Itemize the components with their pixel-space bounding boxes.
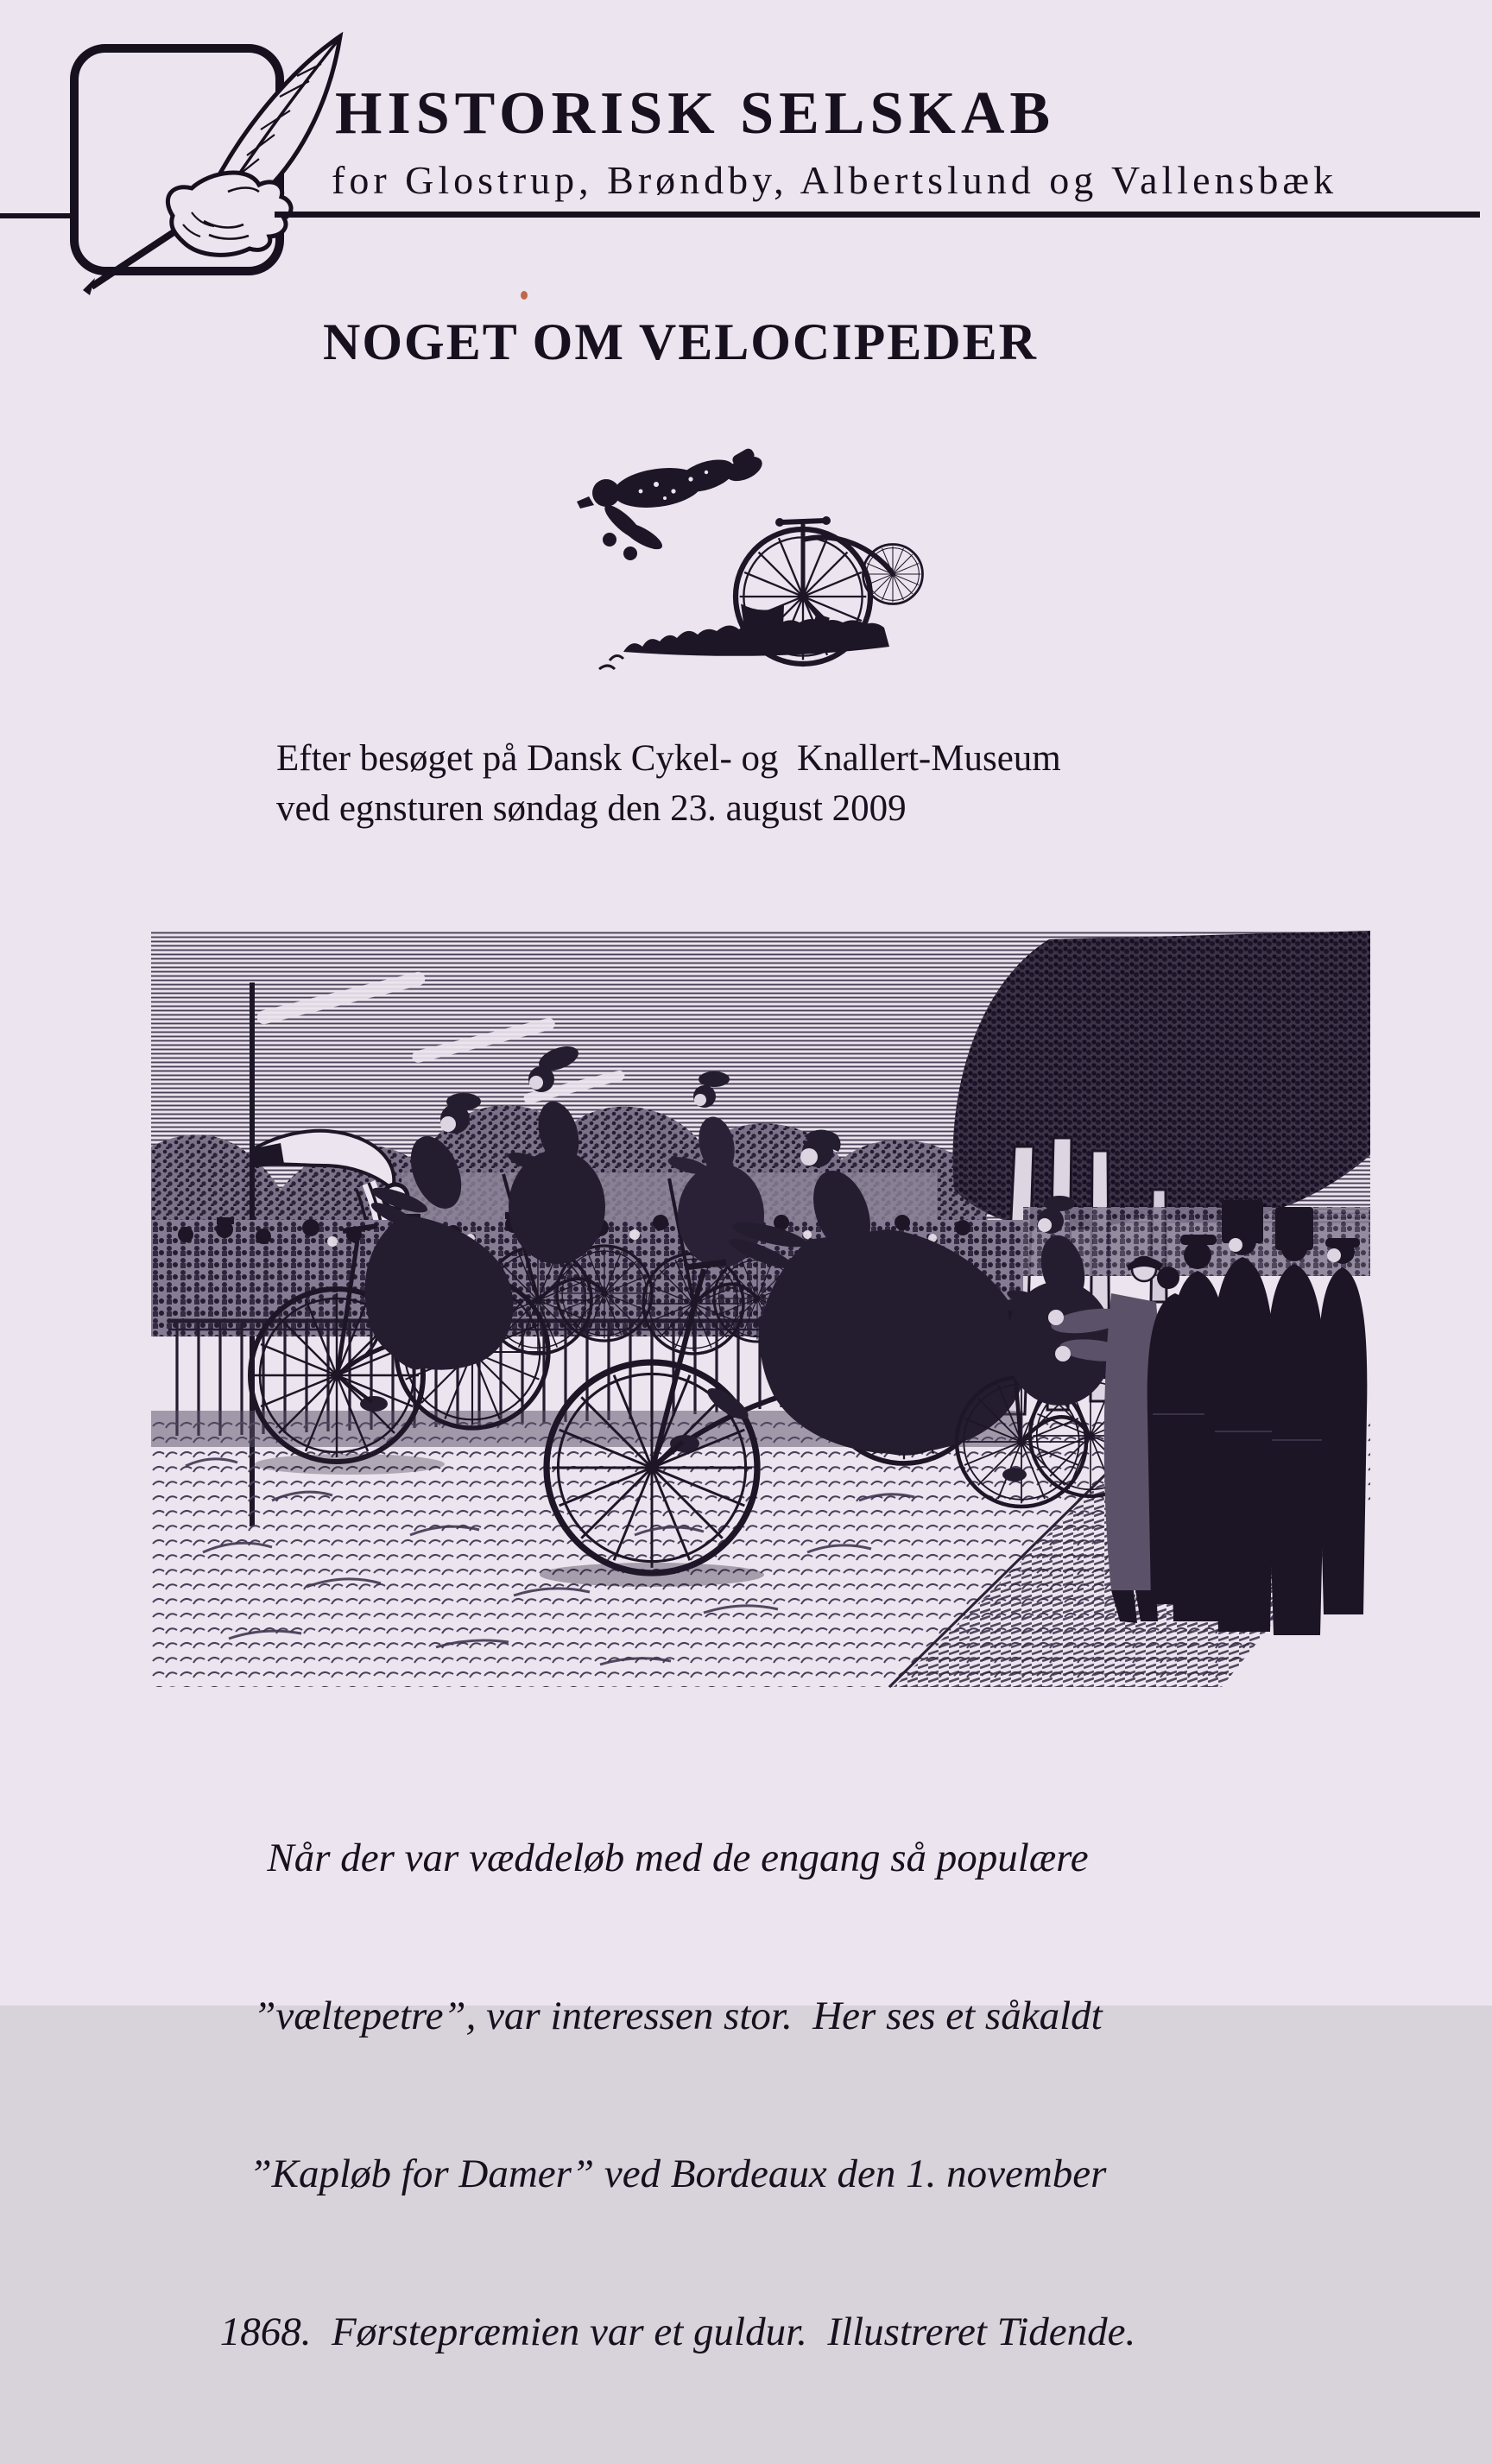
masthead-rule-right: [275, 212, 1480, 218]
caption: [121, 1727, 1235, 2464]
org-subtitle: for Glostrup, Brøndby, Albertslund og Vallensbæk: [332, 158, 1338, 202]
falling-velocipede-illustration: [527, 434, 931, 692]
org-name: HISTORISK SELSKAB: [335, 80, 1056, 147]
caption-line-4: 1868. Førstepræmien var et guldur. Illustreret Tidende.: [219, 2309, 1136, 2354]
intro-line-2: ved egnsturen søndag den 23. august 2009: [276, 788, 907, 829]
intro-text: [276, 734, 1061, 834]
intro-line-1: Efter besøget på Dansk Cykel- og Knallert-Museum: [276, 738, 1061, 779]
caption-line-1: Når der var væddeløb med de engang så populære: [267, 1835, 1089, 1880]
masthead-rule-left: [0, 213, 76, 218]
caption-line-2: ”væltepetre”, var interessen stor. Her ses et såkaldt: [253, 1993, 1103, 2038]
scan-speck: [521, 291, 528, 300]
caption-line-3: ”Kapløb for Damer” ved Bordeaux den 1. november: [249, 2151, 1107, 2196]
race-engraving: [151, 931, 1370, 1687]
page-title: NOGET OM VELOCIPEDER: [323, 313, 1038, 370]
